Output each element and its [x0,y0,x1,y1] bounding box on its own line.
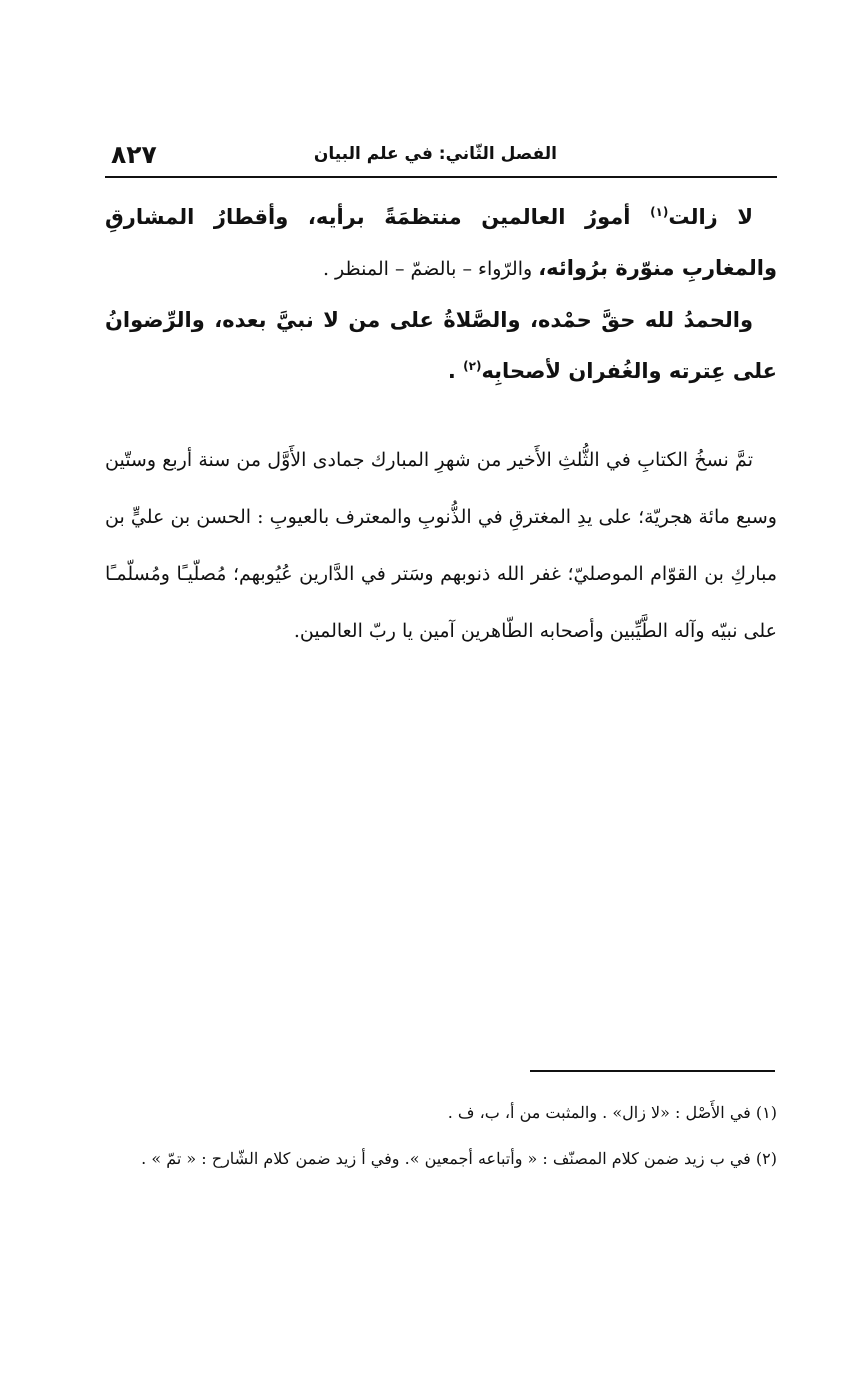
footnote-2: (٢) في ب زيد ضمن كلام المصنّف : « وأتباعه أجمعين ». وفي أ زيد ضمن كلام الشّارح : « تمّ » . [141,1149,777,1168]
main-paragraph-1 [105,192,777,295]
main-text [105,192,777,397]
page-header [105,138,777,178]
header-rule [105,176,777,178]
footnote-ref-1: (١) [650,205,669,219]
page-number: ٨٢٧ [111,140,157,169]
running-title: الفصل الثّاني: في علم البيان [313,144,557,164]
main-paragraph-2-end: . [447,359,464,383]
footnote-separator [530,1070,775,1072]
main-paragraph-1-start: لا زالت [668,205,753,229]
colophon-paragraph: تمَّ نسخُ الكتابِ في الثُّلثِ الأَخير من شهرِ المبارك جمادى الأَوَّل من سنة أربع وستّين وسبع مائة هجريّة؛ على يدِ المغترقِ في الذُّنوبِ والمعترف بالعيوبِ : الحسن بن عليٍّ بن مباركِ بن القوّام الموصليّ؛ غفر الله ذنوبهم وسَتر في الدَّارين عُيُوبهم؛ مُصلّيـًا ومُسلّمـًا على نبيّه وآله الطَّيِّبين وأصحابه الطّاهرين آمين يا ربّ العالمين. [105,449,777,642]
footnote-ref-2: (٢) [463,359,482,373]
main-paragraph-2 [105,295,777,397]
main-paragraph-1-gloss: والرّواء – بالضمّ – المنظر . [322,258,539,280]
footnote-1: (١) في الأَصْل : «لا زال» . والمثبت من أ، ب، ف . [447,1103,777,1122]
footnotes [105,1090,777,1182]
colophon [105,432,777,660]
main-paragraph-2-text: والحمدُ لله حقَّ حمْده، والصَّلاةُ على من لا نبيَّ بعده، والرِّضوانُ على عِترته والغُفران لأصحابِه [105,308,777,383]
main-paragraph-1-bold: أمورُ العالمين منتظمَةً برأيه، وأقطارُ المشارقِ والمغاربِ منوّرة برُوائه، [105,205,777,280]
